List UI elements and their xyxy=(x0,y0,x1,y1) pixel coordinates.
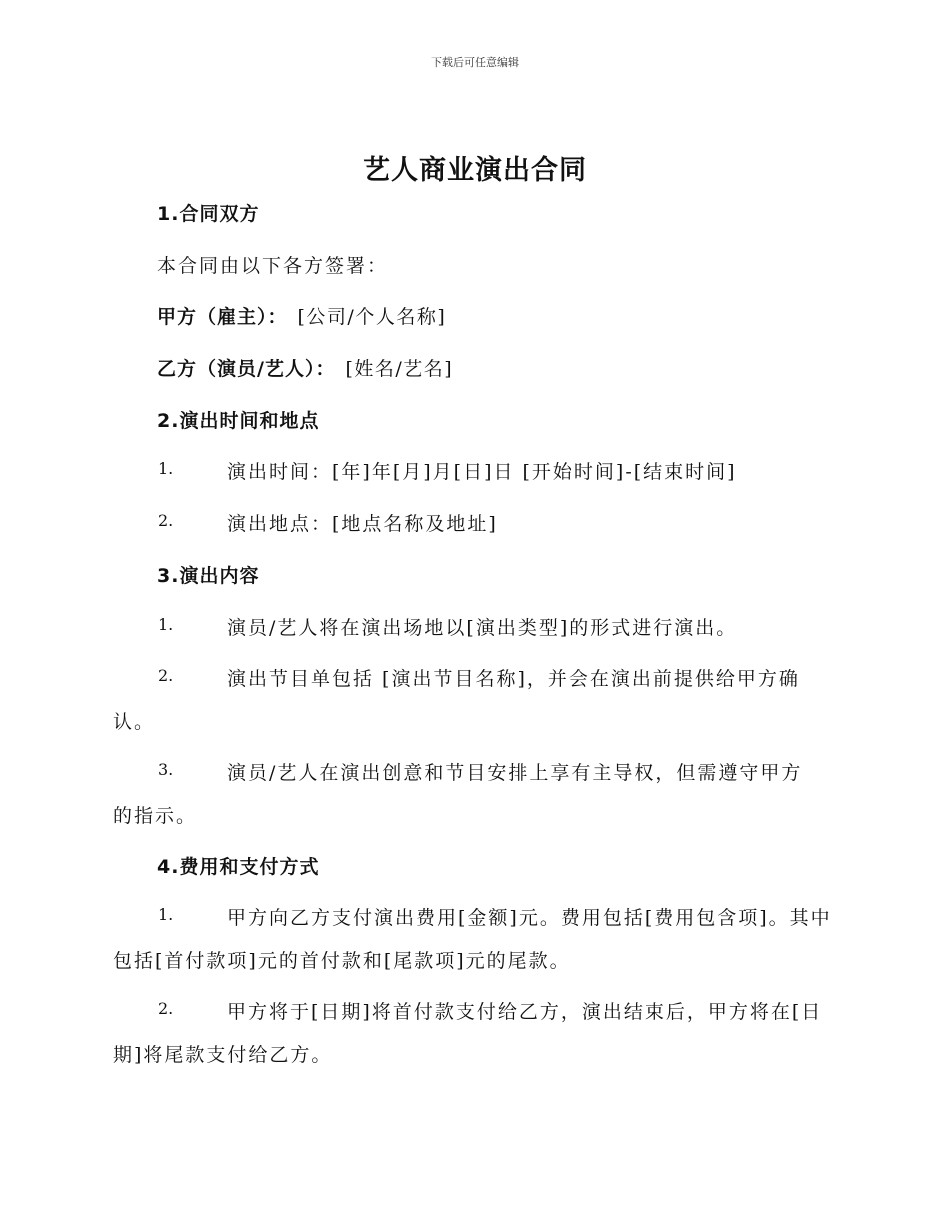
list-text: 演员/艺人将在演出场地以[演出类型]的形式进行演出。 xyxy=(227,617,738,639)
list-text-continued: 包括[首付款项]元的首付款和[尾款项]元的尾款。 xyxy=(113,950,571,972)
list-text: 演出地点：[地点名称及地址] xyxy=(227,513,498,535)
list-number: 1. xyxy=(158,905,174,924)
section-heading: 3.演出内容 xyxy=(157,565,260,587)
party-b xyxy=(157,354,453,381)
party-b-label: 乙方（演员/艺人）： xyxy=(157,358,336,380)
list-text: 演出节目单包括 [演出节目名称]，并会在演出前提供给甲方确 xyxy=(227,668,800,690)
section-heading: 1.合同双方 xyxy=(157,203,260,225)
party-a-value: [公司/个人名称] xyxy=(297,306,447,328)
document-title: 艺人商业演出合同 xyxy=(363,155,587,186)
party-a xyxy=(157,302,446,329)
list-number: 1. xyxy=(158,615,174,634)
list-text: 演员/艺人在演出创意和节目安排上享有主导权，但需遵守甲方 xyxy=(227,762,803,784)
list-number: 3. xyxy=(158,760,174,779)
list-text: 甲方将于[日期]将首付款支付给乙方，演出结束后，甲方将在[日 xyxy=(227,1001,823,1023)
list-text-continued: 的指示。 xyxy=(113,805,198,827)
header-note: 下载后可任意编辑 xyxy=(431,56,519,69)
list-number: 2. xyxy=(158,511,174,530)
list-number: 2. xyxy=(158,999,174,1018)
list-number: 1. xyxy=(158,459,174,478)
list-text: 甲方向乙方支付演出费用[金额]元。费用包括[费用包含项]。其中 xyxy=(227,907,832,929)
party-a-label: 甲方（雇主）： xyxy=(157,306,288,328)
list-text: 演出时间：[年]年[月]月[日]日 [开始时间]-[结束时间] xyxy=(227,461,737,483)
intro-text: 本合同由以下各方签署： xyxy=(157,255,389,277)
party-b-value: [姓名/艺名] xyxy=(345,358,454,380)
section-heading: 2.演出时间和地点 xyxy=(157,410,320,432)
list-number: 2. xyxy=(158,666,174,685)
section-heading: 4.费用和支付方式 xyxy=(157,856,320,878)
list-text-continued: 期]将尾款支付给乙方。 xyxy=(113,1044,333,1066)
list-text-continued: 认。 xyxy=(113,711,156,733)
